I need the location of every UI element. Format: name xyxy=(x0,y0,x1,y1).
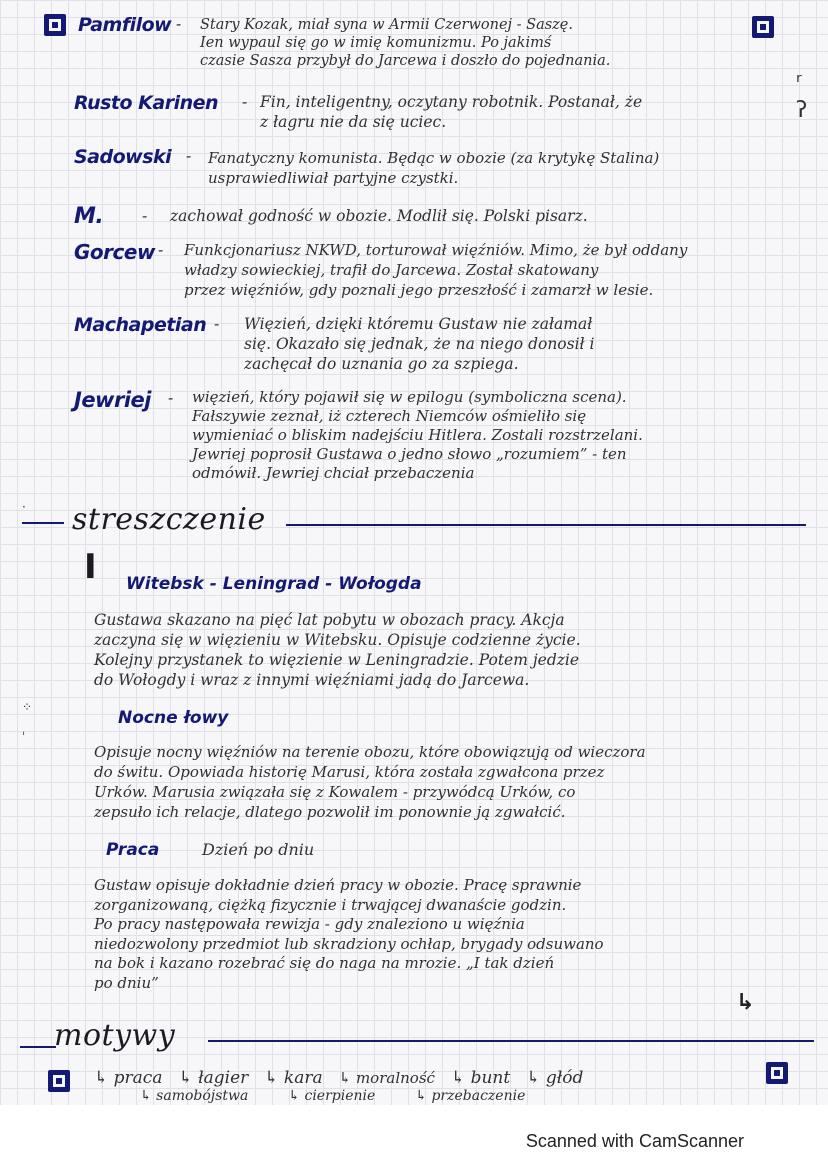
scanner-watermark: Scanned with CamScanner xyxy=(525,1131,744,1151)
camscanner-corner-icon xyxy=(48,1070,70,1092)
motif-list xyxy=(84,1066,764,1090)
margin-dots: · xyxy=(22,500,26,514)
chapter-text: Gustaw opisuje dokładnie dzień pracy w obozie. Pracę sprawnie zorganizowaną, ciężką fizycznie i trwającej dwanaście godzin. Po pracy następowała rewizja - gdy znaleziono u więźnia niedozwolony przedmiot lub skradziony ochłap, brygady odsuwano na bok i kazano rozebrać się do naga na mrozie. „I tak dzień po dniu” xyxy=(94,876,604,992)
motif-item: ↳ bunt xyxy=(450,1068,511,1088)
section-divider-right xyxy=(286,524,806,526)
camscanner-corner-icon xyxy=(752,16,774,38)
motif-list-continued xyxy=(140,1088,700,1104)
section-title-motifs: motywy xyxy=(54,1018,176,1053)
motif-item: ↳ moralność xyxy=(338,1069,435,1087)
character-name: Jewriej xyxy=(74,388,151,412)
character-description: Fanatyczny komunista. Będąc w obozie (za krytykę Stalina) usprawiedliwiał partyjne czystki. xyxy=(208,149,660,187)
motif-item: ↳ łagier xyxy=(178,1068,249,1088)
chapter-subtitle: Dzień po dniu xyxy=(202,840,315,859)
motif-item: ↳ głód xyxy=(526,1068,584,1088)
motif-item: ↳ samobójstwa xyxy=(140,1088,249,1104)
character-description: Fin, inteligentny, oczytany robotnik. Postanał, że z łagru nie da się uciec. xyxy=(260,93,643,131)
section-divider-left xyxy=(22,522,64,524)
character-separator: - xyxy=(214,315,220,333)
character-separator: - xyxy=(142,207,148,225)
chapter-title: Witebsk - Leningrad - Wołogda xyxy=(126,574,422,594)
section-divider-left xyxy=(20,1046,56,1048)
arrow-mark: ↳ xyxy=(736,990,755,1015)
margin-dots: ⁘ xyxy=(22,700,33,714)
margin-mark: ʔ xyxy=(796,98,808,123)
character-name: Gorcew xyxy=(74,240,155,264)
chapter-text: Opisuje nocny więźniów na terenie obozu, które obowiązują od wieczora do świtu. Opowiada historię Marusi, która została zgwałcona przez Urków. Marusia związała się z Kowalem - przywódcą Urków, co zepsuło ich relacje, dlatego pozwolił im ponownie ją zgwałcić. xyxy=(94,743,646,821)
character-description: Funkcjonariusz NKWD, torturował więźniów. Mimo, że był oddany władzy sowieckiej, trafił do Jarcewa. Został skatowany przez więźniów, gdy poznali jego przeszłość i zamarzł w lesie. xyxy=(184,241,688,299)
character-separator: - xyxy=(186,147,192,165)
camscanner-corner-icon xyxy=(766,1062,788,1084)
character-separator: - xyxy=(168,389,174,407)
section-title-summary: streszczenie xyxy=(72,502,266,537)
margin-mark: ʳ xyxy=(796,70,802,95)
chapter-text: Gustawa skazano na pięć lat pobytu w obozach pracy. Akcja zaczyna się w więzieniu w Witebsku. Opisuje codzienne życie. Kolejny przystanek to więzienie w Leningradzie. Potem jedzie do Wołogdy i wraz z innymi więźniami jadą do Jarcewa. xyxy=(94,611,581,689)
section-divider-right xyxy=(208,1040,814,1042)
character-separator: - xyxy=(242,93,248,111)
character-description: Stary Kozak, miał syna w Armii Czerwonej - Saszę. Ien wypaul się go w imię komunizmu. Po jakimś czasie Sasza przybył do Jarcewa i doszło do pojednania. xyxy=(200,17,611,69)
character-separator: - xyxy=(158,241,164,259)
motif-item: ↳ przebaczenie xyxy=(415,1088,526,1104)
character-description: zachował godność w obozie. Modlił się. Polski pisarz. xyxy=(170,207,588,225)
motif-item: ↳ cierpienie xyxy=(288,1088,376,1104)
part-numeral: I xyxy=(84,547,97,587)
motif-item: ↳ kara xyxy=(264,1068,323,1088)
character-name: M. xyxy=(74,204,104,229)
character-name: Sadowski xyxy=(74,146,172,168)
chapter-title: Praca xyxy=(106,840,160,860)
motif-item: ↳ praca xyxy=(94,1068,163,1088)
character-description: więzień, który pojawił się w epilogu (symboliczna scena). Fałszywie zeznał, iż czterech Niemców ośmieliło się wymieniać o bliskim nadejściu Hitlera. Zostali rozstrzelani. Jewriej poprosił Gustawa o jedno słowo „rozumiem” - ten odmówił. Jewriej chciał przebaczenia xyxy=(192,388,643,482)
character-name: Pamfilow xyxy=(78,14,172,36)
camscanner-corner-icon xyxy=(44,14,66,36)
character-description: Więzień, dzięki któremu Gustaw nie załamał się. Okazało się jednak, że na niego donosił i zachęcał do uznania go za szpiega. xyxy=(244,315,595,373)
character-name: Rusto Karinen xyxy=(74,92,219,114)
character-name: Machapetian xyxy=(74,314,207,336)
chapter-title: Nocne łowy xyxy=(118,708,229,728)
character-separator: - xyxy=(176,15,182,33)
margin-dots: ˈ xyxy=(22,730,26,744)
